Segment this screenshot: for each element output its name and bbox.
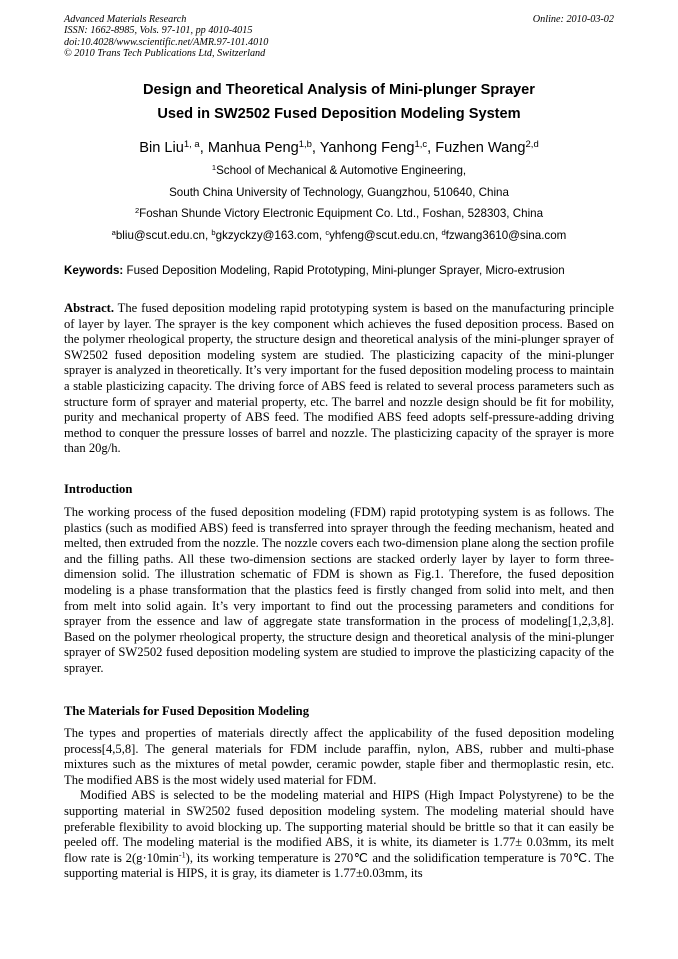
affiliation-1-line-2: South China University of Technology, Guangzhou, 510640, China: [169, 186, 509, 199]
email-link[interactable]: bliu@scut.edu.cn,: [115, 229, 212, 242]
copyright-line: © 2010 Trans Tech Publications Ltd, Switzerland: [64, 48, 266, 60]
abstract-text: The fused deposition modeling rapid prototyping system is based on the manufacturing principle of layer by layer. The sprayer is the key component which achieves the fused deposition process. Based on the polymer rheological property, the structure design and theoretical analysis of the mini-plunger sprayer of SW2502 fused deposition modeling system are studied. The plasticizing capacity of the mini-plunger sprayer is analyzed in theoretically. It’s very important for the fused deposition modeling process to maintain a stable plasticizing capacity. The driving force of ABS feed is related to several process parameters such as structure form of sprayer and material property, etc. The barrel and nozzle design should be fit for mobility, purity and mechanical property of ABS feed. The modified ABS feed adopts self-pressure-adding driving method to conquer the pressure losses of barrel and nozzle. The plasticizing capacity of the sprayer is more than 20g/h.: [64, 301, 614, 456]
paper-title: [40, 79, 638, 126]
introduction-text: The working process of the fused deposition modeling (FDM) rapid prototyping system is as follows. The plastics (such as modified ABS) feed is transferred into sprayer through the feeding mechanism, heated and melted, then extruded from the nozzle. The nozzle covers each two-dimension plane along the section profile and the filling paths. All these two-dimension sections are stacked orderly layer by layer to form three-dimension solid. The illustration schematic of FDM is shown as Fig.1. Therefore, the fused deposition modeling is a phase transformation that the plastics feed is firstly changed from solid into melt, and then from melt into solid again. It’s very important to find out the processing parameters and conditions for sprayer from the essence and law of aggregate state transformation in the process of modeling[1,2,3,8]. Based on the polymer rheological property, the structure design and theoretical analysis of the mini-plunger sprayer of SW2502 fused deposition modeling system are studied to improve the plasticizing capacity of the sprayer.: [64, 505, 614, 675]
issn-line: ISSN: 1662-8985, Vols. 97-101, pp 4010-4015: [64, 25, 253, 37]
affiliation-2: $^2$Foshan Shunde Victory Electronic Equipment Co. Ltd., Foshan, 528303, China: [134, 205, 544, 220]
abstract: [64, 301, 614, 457]
author: Bin Liu$^{1, a}$,: [139, 138, 208, 156]
materials-paragraph-2: Modified ABS is selected to be the modeling material and HIPS (High Impact Polystyrene) to be the supporting material in SW2502 fused deposition modeling system. The modeling material should have preferable flexibility to avoid blocking up. The supporting material should be brittle so that it can easily be peeled off. The modeling material is the modified ABS, it is white, its diameter is 1.77± 0.03mm, its melt flow rate is $2(g\cdot 10\min^{-1})$, its working temperature is 270℃ and the solidification temperature is 70℃. The supporting material is HIPS, it is gray, its diameter is 1.77±0.03mm, its: [64, 788, 614, 881]
materials-paragraph-1: The types and properties of materials directly affect the applicability of the fused deposition modeling process[4,5,8]. The general materials for FDM include paraffin, nylon, ABS, rubber and multi-phase mixtures such as the mixtures of metal powder, ceramic powder, staple fiber and thermoplastic resin, etc. The modified ABS is the most widely used material for FDM.: [64, 726, 614, 787]
email-link[interactable]: yhfeng@scut.edu.cn,: [329, 229, 442, 242]
title-line-1: Design and Theoretical Analysis of Mini-plunger Sprayer: [143, 82, 535, 98]
abstract-label: Abstract.: [64, 301, 115, 315]
author: Manhua Peng$^{1,b}$,: [207, 138, 320, 156]
journal-header: [64, 14, 614, 60]
materials-heading: The Materials for Fused Deposition Modeling: [64, 704, 309, 718]
introduction-heading: Introduction: [64, 482, 133, 496]
doi-line[interactable]: doi:10.4028/www.scientific.net/AMR.97-101.4010: [64, 36, 269, 48]
affiliation-1-line-1: $^1$School of Mechanical & Automotive Engineering,: [211, 162, 467, 177]
title-line-2: Used in SW2502 Fused Deposition Modeling System: [157, 105, 521, 122]
materials-text: [64, 726, 614, 882]
journal-name: Advanced Materials Research: [64, 14, 187, 25]
keywords: [64, 264, 628, 278]
author: Yanhong Feng$^{1,c}$,: [319, 138, 436, 156]
email-link[interactable]: gkzyckzy@163.com,: [215, 229, 326, 242]
online-date: Online: 2010-03-02: [532, 14, 614, 25]
keywords-text: Fused Deposition Modeling, Rapid Prototyping, Mini-plunger Sprayer, Micro-extrusion: [123, 264, 565, 277]
author: Fuzhen Wang$^{2,d}$: [435, 138, 539, 156]
email-link[interactable]: fzwang3610@sina.com: [445, 229, 567, 242]
author-list: [40, 138, 638, 158]
author-emails: $^a$bliu@scut.edu.cn, $^b$gkzyckzy@163.com, $^c$yhfeng@scut.edu.cn, $^d$fzwang3610@sina.com: [111, 227, 567, 242]
keywords-label: Keywords:: [64, 264, 124, 277]
